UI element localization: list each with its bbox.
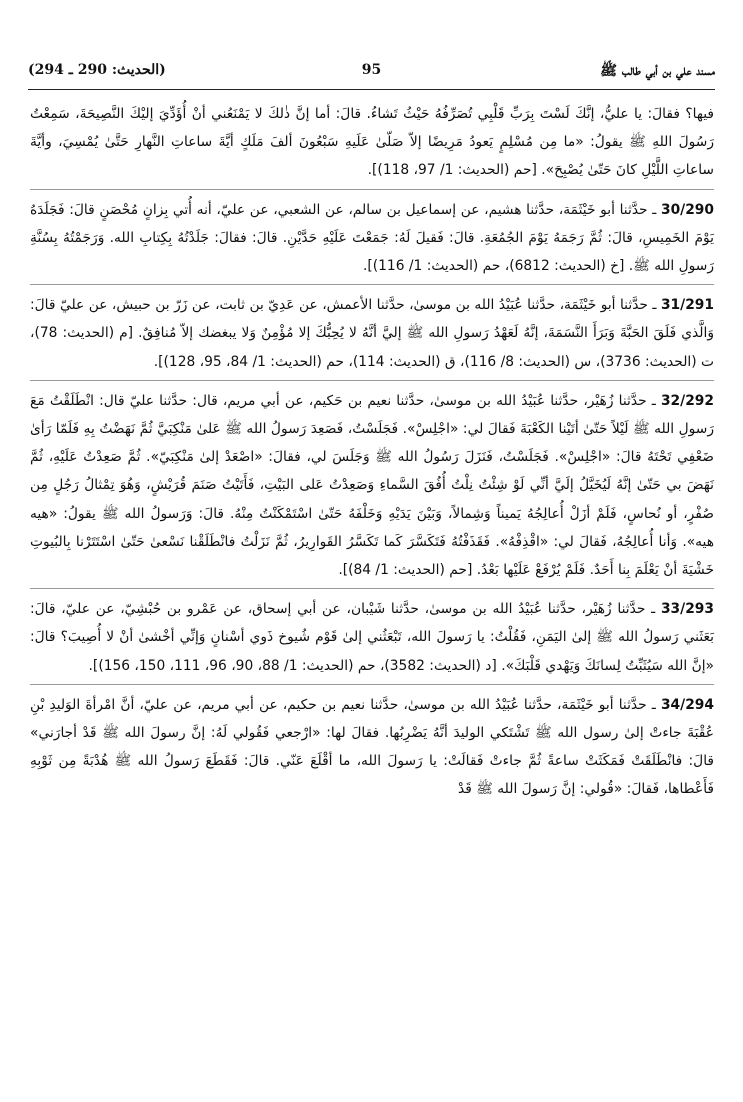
hadith-294	[30, 691, 714, 804]
paragraph-divider	[30, 588, 714, 589]
book-title: مسند علي بن أبي طالب ﷺ	[600, 63, 715, 79]
paragraph-divider	[30, 189, 714, 190]
hadith-number: 34/294	[660, 696, 714, 713]
hadith-range: (الحديث: 290 ـ 294)	[28, 62, 166, 78]
hadith-text: ـ حدَّثنا أبو خَيْثَمَة، حدَّثنا هشيم، عن إسماعيل بن سالم، عن الشعبي، عن عليّ، أنه أُتي بِزانٍ مُحْصَنٍ قالَ: فَجَلَدَهُ يَوْمَ الخَمِيسِ، قالَ: ثُمَّ رَجَمَهُ يَوْمَ الجُمُعَةِ. قالَ: فَقيلَ لَهُ: جَمَعْتَ عَلَيْهِ حَدَّيْنِ. قالَ: فقالَ: جَلَدْتُهُ بِكِتابِ الله. وَرَجَمْتُهُ بِسُنَّةِ رَسولِ الله ﷺ. [خ (الحديث: 6812)، حم (الحديث: 1/ 116)].	[30, 201, 714, 275]
paragraph-text: فيها؟ فقالَ: يا عليُّ، إنَّكَ لَسْتَ بِرَبِّ قَلْبِي تُصَرِّفُهُ حَيْثُ تَشاءُ. قالَ: أما إنَّ ذٰلكَ لا يَمْنَعُني أنْ أُؤَدِّيَ إليْكَ النَّصِيحَةَ، سَمِعْتُ رَسُولَ اللهِ ﷺ يقولُ: «ما مِن مُسْلِمٍ يَعودُ مَرِيضًا إلاّ صَلّىٰ عَلَيهِ سَبْعُونَ ألفَ مَلَكٍ أيَّةَ ساعاتِ النَّهارِ حَتَّىٰ يُمْسِيَ، وأيَّةَ ساعاتِ اللَّيْلِ كانَ حَتّىٰ يُصْبِحَ». [حم (الحديث: 1/ 97، 118)].	[30, 106, 714, 179]
page-number: 95	[361, 62, 382, 78]
hadith-number: 32/292	[660, 392, 714, 409]
paragraph-divider	[30, 684, 714, 685]
paragraph-divider	[30, 284, 714, 285]
hadith-290	[30, 196, 714, 281]
hadith-text: ـ حدَّثنا زُهَيْر، حدَّثنا عُبَيْدُ الله بن موسىٰ، حدَّثنا نعيم بن حَكيم، عن أبي مريم، قال: حدَّثنا عليّ قال: انْطَلَقْتُ مَعَ رَسولِ الله ﷺ لَيْلاً حَتّىٰ أتَيْنا الكَعْبَةَ فَقالَ لي: «اجْلِسْ». فَجَلَسْتُ، فَصَعِدَ رَسولُ الله ﷺ عَلىٰ مَنْكِبَيَّ ثُمَّ نَهَضْتُ بِهِ فَلَمّا رَأىٰ ضَعْفِي تَحْتَهُ قالَ: «اجْلِسْ». فَجَلَسْتُ، فَنَزَلَ رَسُولُ الله ﷺ وَجَلَسَ لي، فقالَ: «اصْعَدْ إلىٰ مَنْكِبَيّ». ثُمَّ صَعِدْتُ عَلَيْهِ، ثُمَّ نَهَضَ بي حَتّىٰ إنَّهُ لَيُخَيَّلُ إلَيَّ أنِّي لَوْ شِئْتُ نِلْتُ أُفُقَ السَّماءِ وَصَعِدْتُ عَلى البَيْتِ، فَأَتَيْتُ صَنَمَ قُرَيْشٍ، وَهُوَ تِمْثالُ رَجُلٍ مِن صُفْرٍ، أو نُحاسٍ، فَلَمْ أزَلْ أُعالِجُهُ يَميناً وَشِمالاً، وَبَيْنَ يَدَيْهِ وَخَلْفَهُ حَتّىٰ اسْتَمْكَنْتُ مِنْهُ. قالَ: وَرَسولُ الله ﷺ يقولُ: «هيه هيه». وَأنا أُعالِجُهُ، فَقالَ لي: «اقْذِفْهُ». فَقَذَفْتُهُ فَتَكَسَّرَ كَما تَكَسَّرُ القَوارِيرُ، ثُمَّ نَزَلْتُ فانْطَلَقْنا نَسْعىٰ حَتّىٰ اسْتَتَرْنا بِالبُيوتِ خَشْيَةَ أنْ يَعْلَمَ بِنا أَحَدٌ. فَلَمْ يُرْفَعْ عَلَيْها بَعْدُ. [حم (الحديث: 1/ 84)].	[30, 392, 714, 579]
hadith-number: 30/290	[660, 201, 715, 218]
hadith-292	[30, 387, 714, 584]
main-text	[30, 100, 714, 1090]
hadith-293	[30, 595, 714, 680]
running-header	[28, 62, 715, 84]
hadith-text: ـ حدَّثنا زُهَيْر، حدَّثنا عُبَيْدُ الله بن موسىٰ، حدَّثنا شَيْبان، عن أبي إسحاق، عن عَمْرو بن حُبْشِيّ، عن عليّ، قالَ: بَعَثَني رَسولُ الله ﷺ إلىٰ اليَمَنِ، فَقُلْتُ: يا رَسولَ الله، تَبْعَثُني إلىٰ قَوْم شُيوخ ذَوي أسْنانٍ وَإنِّي أخْشىٰ أنْ لا أُصِيبَ؟ قالَ: «إنَّ الله سَيُثَبِّتُ لِسانَكَ وَيَهْدي قَلْبَكَ». [د (الحديث: 3582)، حم (الحديث: 1/ 88، 90، 96، 111، 150، 156)].	[30, 601, 714, 674]
header-divider	[28, 89, 715, 90]
paragraph-continuation	[30, 100, 714, 185]
hadith-number: 31/291	[660, 297, 714, 314]
hadith-number: 33/293	[660, 601, 714, 618]
hadith-291	[30, 291, 714, 376]
paragraph-divider	[30, 380, 714, 381]
hadith-text: ـ حدَّثنا أبو خَيْثَمَة، حدَّثنا عُبَيْدُ الله بن موسىٰ، حدَّثنا نعيم بن حكيم، عن أبي مريم، عن عليّ، أنَّ امْرأةَ الوَليدِ بْنِ عُقْبَةَ جاءتْ إلىٰ رسول الله ﷺ تَشْتَكي الوليدَ أنَّهُ يَضْرِبُها. فقالَ لها: «ارْجعي فَقُولي لَهُ: إنَّ رسولَ الله ﷺ قَدْ أجارَني» قالَ: فانْطَلَقَتْ فَمَكَثَتْ ساعةً ثُمَّ جاءتْ فَقالَتْ: يا رَسولَ الله، ما أقْلَعَ عَنّي. قالَ: فَقَطَعَ رَسولُ الله ﷺ هُدْبَةً مِن ثَوْبِهِ فَأَعْطاها، فَقالَ: «قُولي: إنَّ رَسولَ الله ﷺ قَدْ	[30, 696, 714, 798]
hadith-text: ـ حدَّثنا أبو خَيْثَمَة، حدَّثنا عُبَيْدُ الله بن موسىٰ، حدَّثنا الأعمش، عن عَدِيّ بن ثابت، عن زَرّ بن حبيش، عن عليّ قالَ: وَالَّذي فَلَقَ الحَبَّةَ وَبَرَأَ النَّسَمَةَ، إنَّهُ لَعَهْدُ رَسولِ الله ﷺ إليَّ أنَّهُ لا يُحِبُّكَ إلا مُؤْمِنٌ وَلا يبغضك إلاّ مُنافِقٌ. [م (الحديث: 78)، ت (الحديث: 3736)، س (الحديث: 8/ 116)، ق (الحديث: 114)، حم (الحديث: 1/ 84، 95، 128)].	[30, 297, 714, 370]
